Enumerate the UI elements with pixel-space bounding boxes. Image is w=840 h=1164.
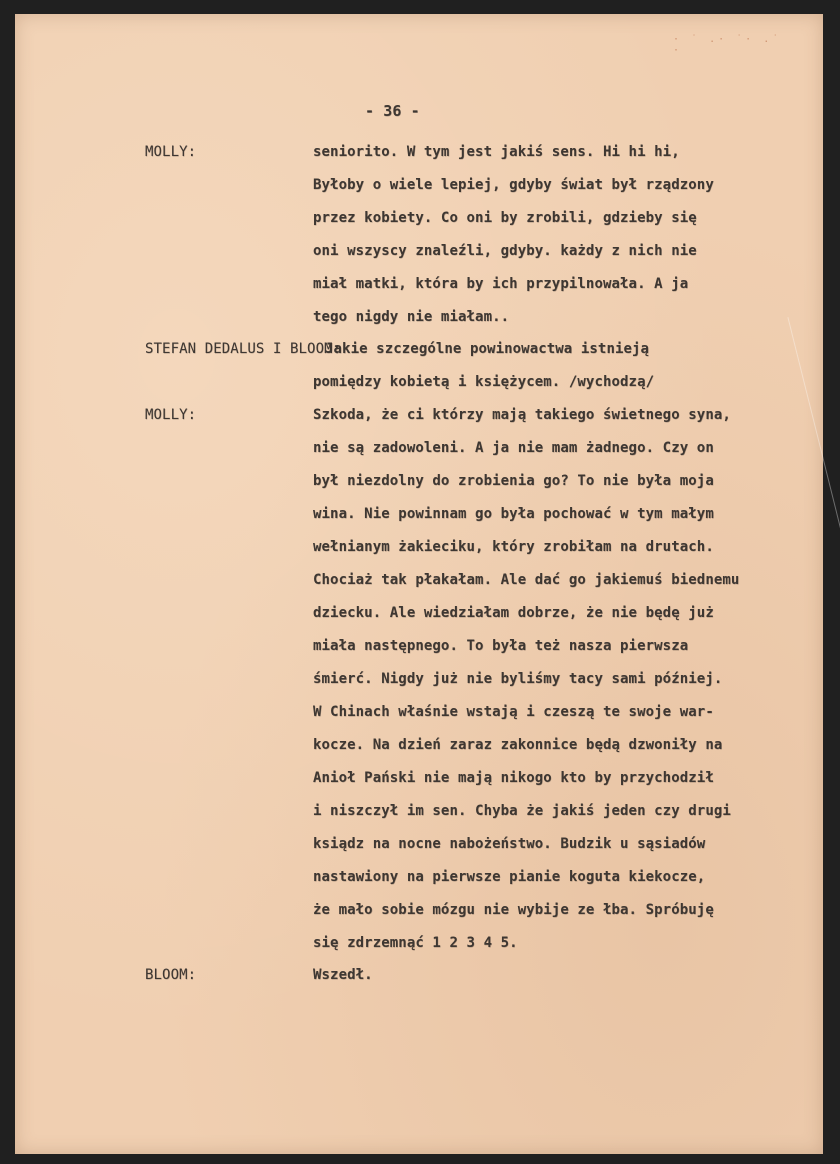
text-line: pomiędzy kobietą i księżycem. /wychodzą/ (313, 374, 655, 390)
text-line: Wszedł. (313, 967, 373, 983)
typewritten-page (15, 14, 823, 1154)
text-line: i niszczył im sen. Chyba że jakiś jeden czy drugi (313, 803, 731, 819)
speaker-molly: MOLLY: (145, 144, 197, 160)
text-line: nie są zadowoleni. A ja nie mam żadnego. Czy on (313, 440, 714, 456)
text-line: miał matki, która by ich przypilnowała. A ja (313, 276, 689, 292)
page-number: - 36 - (365, 102, 420, 120)
speaker-bloom: BLOOM: (145, 967, 197, 983)
text-line: tego nigdy nie miałam.. (313, 309, 510, 325)
text-line: się zdrzemnąć 1 2 3 4 5. (313, 935, 518, 951)
text-line: przez kobiety. Co oni by zrobili, gdzieby się (313, 210, 697, 226)
ink-speckles-decoration: · ˙ .· ˙· .˙ · (673, 34, 782, 56)
text-line: Anioł Pański nie mają nikogo kto by przychodził (313, 770, 714, 786)
paper-fold-crease (787, 317, 840, 531)
text-line: śmierć. Nigdy już nie byliśmy tacy sami później. (313, 671, 723, 687)
text-line: nastawiony na pierwsze pianie koguta kiekocze, (313, 869, 706, 885)
text-line: Szkoda, że ci którzy mają takiego świetnego syna, (313, 407, 731, 423)
text-line: kocze. Na dzień zaraz zakonnice będą dzwoniły na (313, 737, 723, 753)
text-line: dziecku. Ale wiedziałam dobrze, że nie będę już (313, 605, 714, 621)
text-line: W Chinach właśnie wstają i czeszą te swoje war- (313, 704, 714, 720)
text-line: Byłoby o wiele lepiej, gdyby świat był rządzony (313, 177, 714, 193)
text-line: wina. Nie powinnam go była pochować w tym małym (313, 506, 714, 522)
speaker-molly: MOLLY: (145, 407, 197, 423)
text-line: oni wszyscy znaleźli, gdyby. każdy z nich nie (313, 243, 697, 259)
speaker-stefan-dedalus-bloom: STEFAN DEDALUS I BLOOM: (145, 341, 342, 357)
text-line: Jakie szczególne powinowactwa istnieją (325, 341, 650, 357)
text-line: Chociaż tak płakałam. Ale dać go jakiemuś biednemu (313, 572, 740, 588)
text-line: miała następnego. To była też nasza pierwsza (313, 638, 689, 654)
text-line: wełnianym żakieciku, który zrobiłam na drutach. (313, 539, 714, 555)
text-line: ksiądz na nocne nabożeństwo. Budzik u sąsiadów (313, 836, 706, 852)
text-line: był niezdolny do zrobienia go? To nie była moja (313, 473, 714, 489)
text-line: seniorito. W tym jest jakiś sens. Hi hi hi, (313, 144, 680, 160)
text-line: że mało sobie mózgu nie wybije ze łba. Spróbuję (313, 902, 714, 918)
